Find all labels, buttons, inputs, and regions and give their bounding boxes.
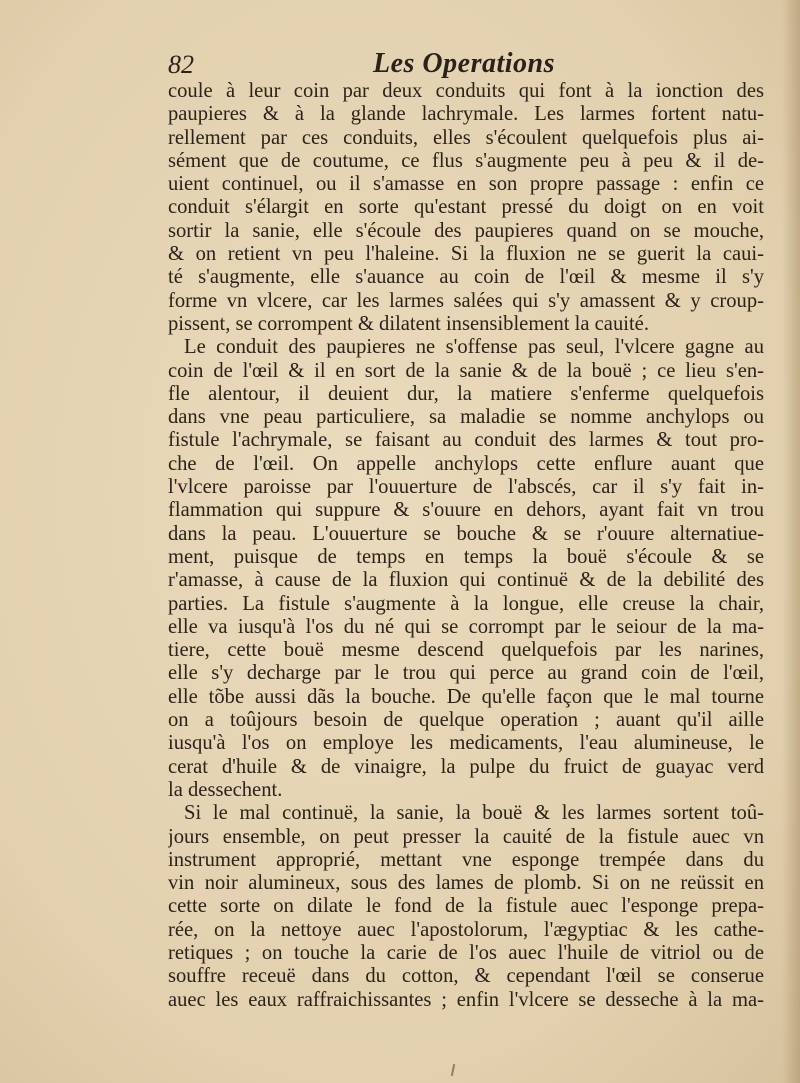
text-line: cerat d'huile & de vinaigre, la pulpe du fruict de guayac verd — [168, 755, 764, 778]
text-line: elle s'y decharge par le trou qui perce au grand coin de l'œil, — [168, 662, 764, 685]
text-line: r'amasse, à cause de la fluxion qui continuë & de la debilité des — [168, 569, 764, 592]
text-line: jours ensemble, on peut presser la cauité de la fistule auec vn — [168, 825, 764, 848]
text-line: iusqu'à l'os on employe les medicaments, l'eau alumineuse, le — [168, 732, 764, 755]
text-line: coule à leur coin par deux conduits qui font à la ionction des — [168, 80, 764, 102]
running-title: Les Operations — [373, 48, 555, 79]
text-line: elle va iusqu'à l'os du né qui se corrompt par le seiour de la ma- — [168, 615, 764, 638]
text-line: & on retient vn peu l'haleine. Si la fluxion ne se guerit la caui- — [168, 243, 764, 266]
text-line: che de l'œil. On appelle anchylops cette enflure auant que — [168, 452, 764, 475]
text-line: sortir la sanie, elle s'écoule des paupieres quand on se mouche, — [168, 219, 764, 242]
text-line: fle alentour, il deuient dur, la matiere s'enferme quelquefois — [168, 382, 764, 405]
page-number: 82 — [168, 50, 194, 79]
text-line: flammation qui suppure & s'ouure en dehors, ayant fait vn trou — [168, 499, 764, 522]
text-line: parties. La fistule s'augmente à la longue, elle creuse la chair, — [168, 592, 764, 615]
text-line: dans vne peau particuliere, sa maladie se nomme anchylops ou — [168, 406, 764, 429]
text-line: l'vlcere paroisse par l'ouuerture de l'abscés, car il s'y fait in- — [168, 476, 764, 499]
text-line: Le conduit des paupieres ne s'offense pas seul, l'vlcere gagne au — [184, 336, 764, 359]
text-line: rellement par ces conduits, elles s'écoulent quelquefois plus ai- — [168, 126, 764, 149]
text-line: té s'augmente, elle s'auance au coin de l'œil & mesme il s'y — [168, 266, 764, 289]
text-line: dans la peau. L'ouuerture se bouche & se r'ouure alternatiue- — [168, 522, 764, 545]
text-line: rée, on la nettoye auec l'apostolorum, l'ægyptiac & les cathe- — [168, 918, 764, 941]
ink-mark — [451, 1064, 455, 1076]
text-line: forme vn vlcere, car les larmes salées qui s'y amassent & y croup- — [168, 289, 764, 312]
text-line: fistule l'achrymale, se faisant au conduit des larmes & tout pro- — [168, 429, 764, 452]
text-line: uient continuel, ou il s'amasse en son propre passage : enfin ce — [168, 173, 764, 196]
text-line: elle tõbe aussi dãs la bouche. De qu'elle façon que le mal tourne — [168, 685, 764, 708]
text-line: souffre receuë dans du cotton, & cependant l'œil se conserue — [168, 965, 764, 988]
text-line: auec les eaux raffraichissantes ; enfin l'vlcere se desseche à la ma- — [168, 988, 764, 1011]
text-line: paupieres & à la glande lachrymale. Les larmes fortent natu- — [168, 103, 764, 126]
text-line: retiques ; on touche la carie de l'os auec l'huile de vitriol ou de — [168, 941, 764, 964]
text-line: cette sorte on dilate le fond de la fistule auec l'esponge prepa- — [168, 895, 764, 918]
text-line: pissent, se corrompent & dilatent insensiblement la cauité. — [168, 312, 649, 335]
text-line: sément que de coutume, ce flus s'augmente peu à peu & il de- — [168, 149, 764, 172]
text-line: instrument approprié, mettant vne esponge trempée dans du — [168, 848, 764, 871]
text-line: la dessechent. — [168, 778, 283, 801]
text-line: Si le mal continuë, la sanie, la bouë & les larmes sortent toû- — [184, 802, 764, 825]
body-text — [168, 80, 764, 1012]
text-line: tiere, cette bouë mesme descend quelquefois par les narines, — [168, 639, 764, 662]
text-line: coin de l'œil & il en sort de la sanie & de la bouë ; ce lieu s'en- — [168, 359, 764, 382]
text-line: on a toûjours besoin de quelque operation ; auant qu'il aille — [168, 709, 764, 732]
text-line: ment, puisque de temps en temps la bouë s'écoule & se — [168, 545, 764, 568]
text-line: conduit s'élargit en sorte qu'estant pressé du doigt on en voit — [168, 196, 764, 219]
text-line: vin noir alumineux, sous des lames de plomb. Si on ne reüssit en — [168, 872, 764, 895]
